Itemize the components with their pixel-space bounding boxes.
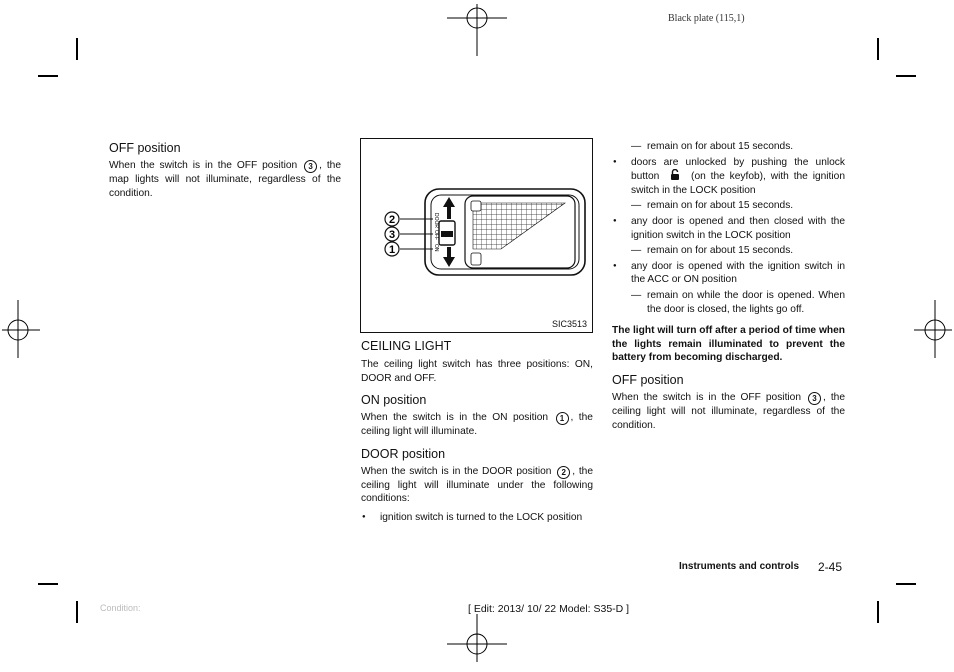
crop-mark xyxy=(38,583,58,585)
edit-info: [ Edit: 2013/ 10/ 22 Model: S35-D ] xyxy=(468,603,630,615)
on-position-heading: ON position xyxy=(361,393,427,408)
dash-item: — remain on for about 15 seconds. xyxy=(631,141,794,152)
callout-3-icon: 3 xyxy=(808,392,821,405)
crop-mark xyxy=(896,583,916,585)
ceiling-light-title: CEILING LIGHT xyxy=(361,339,452,353)
off-position-text: When the switch is in the OFF position 3 , the map lights will not illuminate, regardless of the condition. xyxy=(109,160,341,199)
bullet-item: ● doors are unlocked by pushing the unlock button (on the keyfob), with the ignition switch in the LOCK position xyxy=(612,156,845,198)
middle-column xyxy=(361,339,593,525)
dash-item: — remain on for about 15 seconds. xyxy=(631,245,794,257)
right-column xyxy=(612,140,845,432)
callout-label: 1 xyxy=(388,244,396,256)
switch-label-door: DOOR xyxy=(433,213,439,228)
crop-mark xyxy=(896,75,916,77)
bullet-item: ● any door is opened and then closed with the ignition switch in the LOCK position xyxy=(612,215,845,242)
ceiling-light-illustration xyxy=(361,139,592,332)
door-position-text: When the switch is in the DOOR position 2 , the ceiling light will illuminate under the following conditions: xyxy=(361,465,593,505)
section-name: Instruments and controls xyxy=(679,561,800,572)
crop-mark xyxy=(877,38,879,60)
callout-2-icon: 2 xyxy=(557,466,570,479)
crop-mark xyxy=(877,601,879,623)
door-position-heading: DOOR position xyxy=(361,446,446,461)
dash-item: — remain on while the door is opened. When the door is closed, the lights go off. xyxy=(631,289,845,315)
registration-mark-icon xyxy=(900,298,954,358)
registration-mark-icon xyxy=(0,298,60,358)
ceiling-light-figure xyxy=(360,138,593,333)
bullet-item: ● ignition switch is turned to the LOCK position xyxy=(361,511,593,525)
registration-mark-icon xyxy=(447,612,507,672)
unlock-icon xyxy=(670,169,680,180)
bullet-item: ● any door is opened with the ignition switch in the ACC or ON position xyxy=(612,260,845,287)
condition-label: Condition: xyxy=(100,603,141,613)
switch-label-off: OFF xyxy=(433,230,439,240)
off-position-heading: OFF position xyxy=(612,372,684,387)
plate-label: Black plate (115,1) xyxy=(668,13,745,24)
crop-mark xyxy=(76,601,78,623)
dash-item: — remain on for about 15 seconds. xyxy=(631,200,794,212)
on-position-text: When the switch is in the ON position 1 , the ceiling light will illuminate. xyxy=(361,412,593,438)
off-position-text: When the switch is in the OFF position 3 , the ceiling light will not illuminate, regardless of the condition. xyxy=(612,391,845,431)
ceiling-light-intro: The ceiling light switch has three positions: ON, DOOR and OFF. xyxy=(361,359,593,384)
callout-1-icon: 1 xyxy=(556,412,569,425)
callout-label: 2 xyxy=(388,214,396,226)
callout-label: 3 xyxy=(388,229,396,241)
left-column xyxy=(109,141,341,200)
off-position-heading: OFF position xyxy=(109,141,181,155)
figure-code: SIC3513 xyxy=(551,319,587,329)
crop-mark xyxy=(76,38,78,60)
callout-3-icon: 3 xyxy=(304,160,317,173)
page-number: 2-45 xyxy=(818,560,843,574)
crop-mark xyxy=(38,75,58,77)
warning-text: The light will turn off after a period of time when the lights remain illuminated to prevent the battery from becoming discharged. xyxy=(612,325,845,364)
switch-label-on: ON xyxy=(433,244,439,252)
registration-mark-icon xyxy=(447,0,507,60)
